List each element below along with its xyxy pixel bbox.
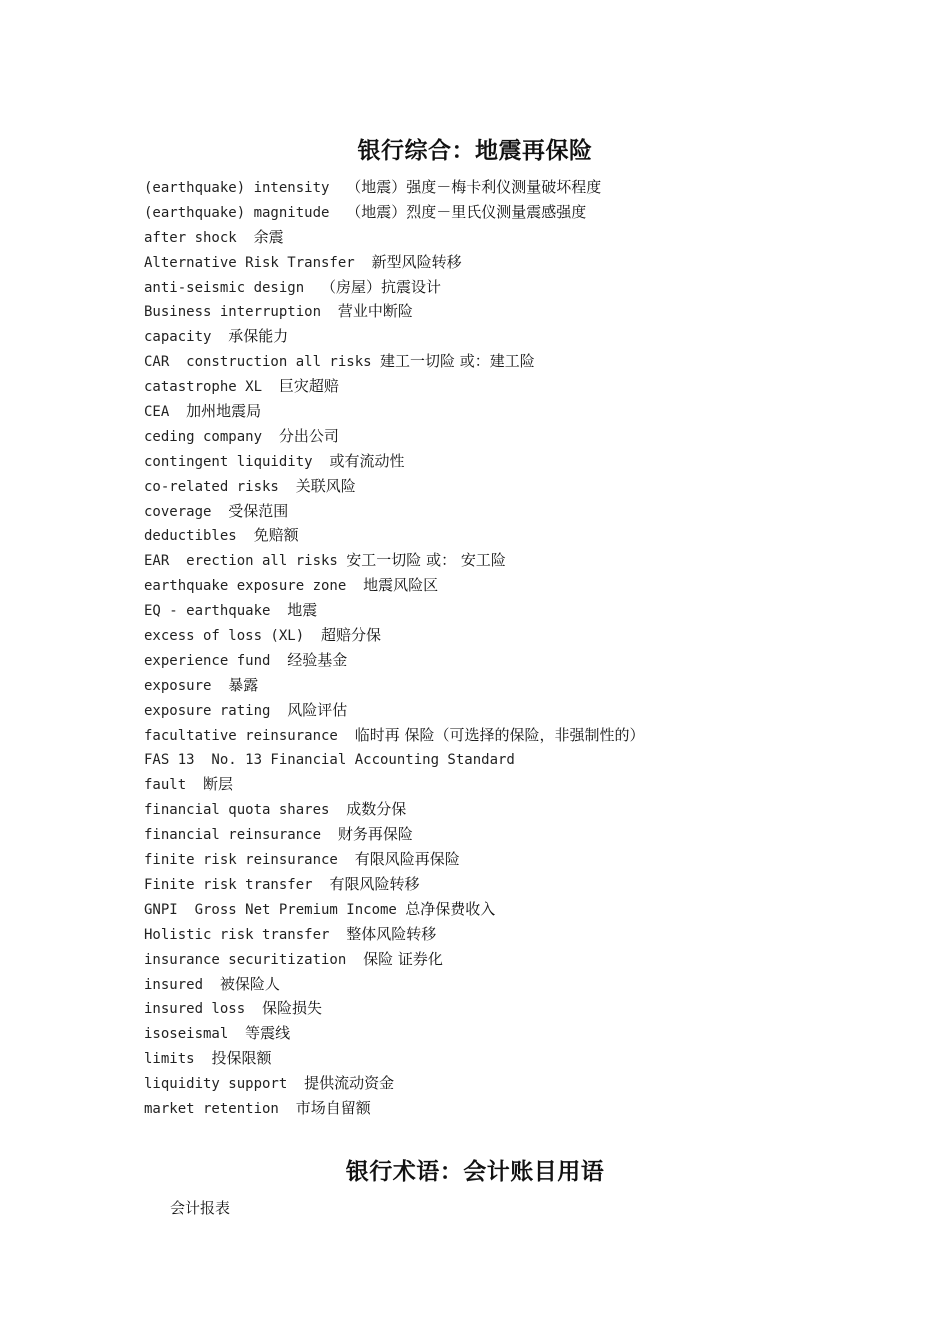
glossary-term: EQ - earthquake [144, 603, 288, 620]
glossary-translation: 安工一切险 或： 安工险 [346, 551, 506, 570]
glossary-list [144, 175, 844, 1121]
glossary-term: CEA [144, 404, 187, 421]
section-title-earthquake-reinsurance: 银行综合：地震再保险 [357, 138, 593, 164]
glossary-term: insured loss [144, 1001, 263, 1018]
glossary-entry [144, 947, 844, 972]
glossary-entry [144, 200, 844, 225]
glossary-translation: 成数分保 [346, 800, 407, 819]
glossary-term: after shock [144, 229, 254, 246]
glossary-term: financial quota shares [144, 802, 347, 819]
glossary-translation: 保险 证券化 [363, 949, 443, 968]
glossary-translation: 被保险人 [219, 974, 280, 993]
glossary-term: deductibles [144, 528, 254, 545]
glossary-translation: 整体风险转移 [346, 924, 437, 943]
glossary-entry [144, 225, 844, 250]
glossary-translation: （地震）烈度－里氏仪测量震感强度 [346, 202, 587, 221]
glossary-term: fault [144, 777, 204, 794]
glossary-entry [144, 499, 844, 524]
glossary-term: market retention [144, 1100, 296, 1117]
glossary-term: anti-seismic design [144, 279, 322, 296]
glossary-translation: 投保限额 [211, 1049, 272, 1068]
glossary-entry [144, 847, 844, 872]
glossary-term: catastrophe XL [144, 379, 279, 396]
glossary-entry [144, 1046, 844, 1071]
glossary-translation: 有限风险转移 [329, 874, 420, 893]
glossary-entry [144, 548, 844, 573]
glossary-entry [144, 374, 844, 399]
glossary-translation: 免赔额 [253, 526, 299, 545]
glossary-term: earthquake exposure zone [144, 578, 364, 595]
glossary-translation: 提供流动资金 [304, 1074, 395, 1093]
glossary-term: liquidity support [144, 1076, 305, 1093]
glossary-entry [144, 250, 844, 275]
glossary-term: insurance securitization [144, 951, 364, 968]
glossary-entry [144, 797, 844, 822]
glossary-translation: 地震风险区 [363, 576, 439, 595]
glossary-entry [144, 299, 844, 324]
glossary-term: contingent liquidity [144, 453, 330, 470]
glossary-entry [144, 972, 844, 997]
glossary-term: Business interruption [144, 304, 338, 321]
glossary-entry [144, 424, 844, 449]
glossary-entry [144, 573, 844, 598]
glossary-term: isoseismal [144, 1026, 246, 1043]
glossary-translation: 关联风险 [295, 476, 356, 495]
glossary-term: (earthquake) magnitude [144, 204, 347, 221]
glossary-translation: 等震线 [245, 1024, 291, 1043]
glossary-term: finite risk reinsurance [144, 852, 355, 869]
glossary-translation: （房屋）抗震设计 [321, 277, 442, 296]
glossary-translation: 超赔分保 [321, 626, 382, 645]
glossary-entry [144, 822, 844, 847]
glossary-term: coverage [144, 503, 229, 520]
glossary-term: co-related risks [144, 478, 296, 495]
glossary-term: insured [144, 976, 220, 993]
glossary-entry [144, 747, 844, 772]
glossary-translation: 有限风险再保险 [354, 850, 460, 869]
glossary-entry [144, 996, 844, 1021]
glossary-translation: 临时再 保险（可选择的保险，非强制性的） [354, 725, 645, 744]
glossary-translation: 余震 [253, 227, 284, 246]
glossary-translation: 建工一切险 或：建工险 [380, 352, 535, 371]
glossary-translation: 受保范围 [228, 501, 289, 520]
glossary-term: (earthquake) intensity [144, 180, 347, 196]
glossary-entry [144, 399, 844, 424]
glossary-entry [144, 648, 844, 673]
glossary-entry [144, 598, 844, 623]
glossary-entry [144, 474, 844, 499]
glossary-translation: 断层 [203, 775, 234, 794]
glossary-entry [144, 698, 844, 723]
glossary-translation: 财务再保险 [337, 825, 413, 844]
glossary-term: Holistic risk transfer [144, 926, 347, 943]
glossary-term: ceding company [144, 428, 279, 445]
glossary-entry [144, 1021, 844, 1046]
glossary-translation: 总净保费收入 [405, 899, 496, 918]
glossary-entry [144, 449, 844, 474]
glossary-term: excess of loss (XL) [144, 628, 322, 645]
glossary-entry [144, 523, 844, 548]
glossary-translation: 巨灾超赔 [278, 377, 339, 396]
glossary-entry [144, 723, 844, 748]
glossary-entry [144, 275, 844, 300]
glossary-translation: 承保能力 [228, 327, 289, 346]
glossary-term: experience fund [144, 652, 288, 669]
section-title-accounting-terms: 银行术语：会计账目用语 [345, 1159, 605, 1185]
glossary-translation: 地震 [287, 601, 318, 620]
glossary-entry [144, 922, 844, 947]
glossary-translation: 营业中断险 [337, 302, 413, 321]
glossary-entry [144, 872, 844, 897]
glossary-entry [144, 175, 844, 200]
glossary-term: exposure rating [144, 702, 288, 719]
glossary-translation: 风险评估 [287, 700, 348, 719]
glossary-entry [144, 897, 844, 922]
glossary-translation: （地震）强度－梅卡利仪测量破坏程度 [346, 178, 602, 196]
glossary-entry [144, 673, 844, 698]
glossary-term: CAR construction all risks [144, 354, 381, 371]
glossary-translation: 市场自留额 [295, 1098, 371, 1117]
glossary-translation: 分出公司 [278, 426, 339, 445]
glossary-entry [144, 1071, 844, 1096]
glossary-translation: 保险损失 [262, 999, 323, 1018]
glossary-entry [144, 349, 844, 374]
glossary-term: FAS 13 No. 13 Financial Accounting Standard [144, 752, 515, 769]
glossary-term: Finite risk transfer [144, 876, 330, 893]
glossary-term: GNPI Gross Net Premium Income [144, 901, 406, 918]
glossary-term: limits [144, 1051, 212, 1068]
glossary-term: facultative reinsurance [144, 727, 355, 744]
glossary-entry [144, 1096, 844, 1121]
glossary-term: exposure [144, 677, 229, 694]
glossary-term: capacity [144, 329, 229, 346]
glossary-entry [144, 623, 844, 648]
glossary-translation: 或有流动性 [329, 451, 405, 470]
glossary-translation: 经验基金 [287, 650, 348, 669]
glossary-term: EAR erection all risks [144, 553, 347, 570]
subheading-accounting-reports: 会计报表 [170, 1199, 231, 1217]
glossary-entry [144, 772, 844, 797]
glossary-term: Alternative Risk Transfer [144, 254, 372, 271]
glossary-term: financial reinsurance [144, 827, 338, 844]
glossary-translation: 加州地震局 [186, 402, 262, 421]
glossary-translation: 暴露 [228, 675, 259, 694]
glossary-entry [144, 324, 844, 349]
glossary-translation: 新型风险转移 [371, 252, 462, 271]
